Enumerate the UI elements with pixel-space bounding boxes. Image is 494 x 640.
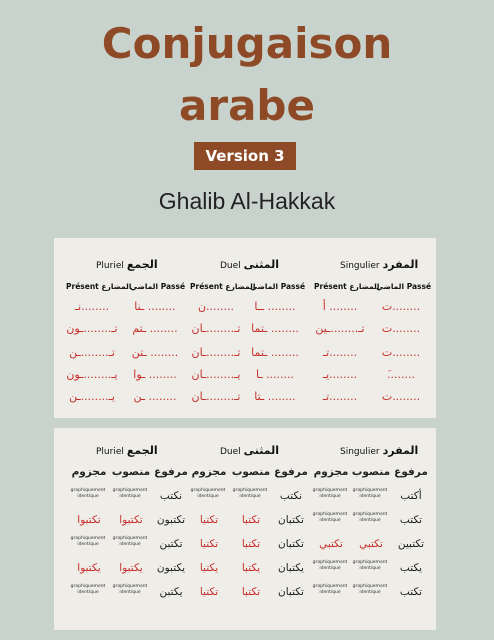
verb-form: يكتبن [159, 586, 183, 598]
conj-present: يـ........ـن [69, 390, 115, 403]
verb-form: تكتبين [397, 538, 425, 550]
conj-present: تـ........ـون [66, 322, 118, 335]
conj-past: ـا ........ [255, 368, 295, 381]
mood-header: مجزوم [313, 466, 349, 478]
verb-form: يكتبا [199, 562, 219, 574]
conj-present: تـ........ـان [191, 390, 241, 403]
identical-form-note: graphiquement identique [232, 488, 268, 499]
verb-form: تكتبا [241, 538, 261, 550]
group-header-singulier [340, 258, 418, 271]
conj-past: ـتما ........ [251, 346, 299, 359]
group-label-ar: الجمع [126, 258, 158, 271]
conj-past: ت........ [381, 346, 421, 359]
group-label-ar: المفرد [382, 258, 419, 271]
version-badge: Version 3 [194, 142, 296, 170]
group-header-pluriel [96, 444, 158, 457]
verb-form: نكتب [279, 490, 303, 502]
conj-present: تـ........ـان [191, 322, 241, 335]
conj-past: ـن ........ [133, 390, 177, 403]
conj-past: ـوا ........ [133, 368, 177, 381]
group-label-ar: المفرد [382, 444, 419, 457]
verb-form: نكتب [159, 490, 183, 502]
group-label-fr: Pluriel [96, 261, 124, 271]
conjugation-table-past-present [54, 238, 436, 418]
conj-present: تـ........ [322, 390, 358, 403]
identical-form-note: graphiquement identique [70, 536, 106, 547]
verb-form: تكتبي [319, 538, 343, 550]
verb-form: يكتب [399, 562, 423, 574]
verb-form: تكتبون [156, 514, 186, 526]
mood-header: مرفوع [394, 466, 428, 478]
subhead-present: Présent المضارع [66, 282, 132, 291]
group-label-fr: Pluriel [96, 447, 124, 457]
identical-form-note: graphiquement identique [112, 536, 148, 547]
identical-form-note: graphiquement identique [112, 488, 148, 499]
identical-form-note: graphiquement identique [112, 584, 148, 595]
identical-form-note: graphiquement identique [70, 488, 106, 499]
subhead-present: Présent المضارع [190, 282, 256, 291]
group-header-duel [220, 258, 279, 271]
verb-form: يكتبا [241, 562, 261, 574]
verb-form: تكتبا [199, 538, 219, 550]
subhead-past: الماضي Passé [250, 282, 306, 291]
identical-form-note: graphiquement identique [312, 512, 348, 523]
conj-present: أ ........ [322, 300, 358, 313]
identical-form-note: graphiquement identique [352, 488, 388, 499]
mood-header: مرفوع [274, 466, 308, 478]
group-label-ar: المثنى [243, 444, 280, 457]
mood-header: مرفوع [154, 466, 188, 478]
conj-present: يـ........ـون [66, 368, 118, 381]
conj-past: ت........ [381, 390, 421, 403]
group-label-ar: المثنى [243, 258, 280, 271]
conj-present: تـ........ـان [191, 346, 241, 359]
identical-form-note: graphiquement identique [312, 584, 348, 595]
verb-form: أكتب [400, 490, 422, 502]
conj-present: تـ........ـن [69, 346, 115, 359]
group-label-fr: Duel [220, 447, 241, 457]
verb-form: تكتبان [278, 538, 304, 550]
conj-past: ـتن ........ [131, 346, 179, 359]
subhead-present: Présent المضارع [314, 282, 380, 291]
conj-present: تـ........ [322, 346, 358, 359]
group-label-fr: Singulier [340, 447, 380, 457]
verb-form: يكتبوا [119, 562, 143, 574]
mood-header: منصوب [351, 466, 391, 478]
verb-form: يكتبون [156, 562, 186, 574]
verb-form: تكتبن [159, 538, 183, 550]
conj-present: نـ........ [74, 300, 110, 313]
conj-present: ن........ [197, 300, 235, 313]
verb-form: تكتبا [199, 586, 219, 598]
identical-form-note: graphiquement identique [312, 488, 348, 499]
group-header-duel [220, 444, 279, 457]
group-label-fr: Duel [220, 261, 241, 271]
verb-form: يكتبان [278, 562, 304, 574]
group-header-pluriel [96, 258, 158, 271]
subhead-past: الماضي Passé [130, 282, 186, 291]
mood-header: مجزوم [71, 466, 107, 478]
mood-header: منصوب [231, 466, 271, 478]
verb-form: تكتب [399, 586, 423, 598]
verb-form: تكتبا [241, 514, 261, 526]
verb-form: تكتبا [241, 586, 261, 598]
conj-past: ــا ........ [254, 300, 296, 313]
verb-form: تكتبا [199, 514, 219, 526]
conj-past: ـتم ........ [132, 322, 178, 335]
mood-header: منصوب [111, 466, 151, 478]
book-title-line1: Conjugaison [101, 19, 393, 68]
identical-form-note: graphiquement identique [352, 512, 388, 523]
conj-past: َ........ [387, 368, 415, 381]
conj-past: ـتا ........ [254, 390, 296, 403]
verb-form: يكتبوا [77, 562, 101, 574]
group-label-ar: الجمع [126, 444, 158, 457]
verb-form: تكتبان [278, 586, 304, 598]
book-title-line2: arabe [179, 81, 315, 130]
verb-form: تكتبان [278, 514, 304, 526]
identical-form-note: graphiquement identique [312, 560, 348, 571]
verb-form: تكتبوا [119, 514, 143, 526]
identical-form-note: graphiquement identique [352, 560, 388, 571]
subhead-past: الماضي Passé [376, 282, 432, 291]
conj-present: يـ........ـان [191, 368, 241, 381]
conjugation-table-moods [54, 428, 436, 630]
conj-past: ت........ [381, 322, 421, 335]
identical-form-note: graphiquement identique [352, 584, 388, 595]
verb-form: تكتبي [359, 538, 383, 550]
verb-form: تكتب [399, 514, 423, 526]
group-label-fr: Singulier [340, 261, 380, 271]
conj-past: ت........ [381, 300, 421, 313]
group-header-singulier [340, 444, 418, 457]
author-name: Ghalib Al-Hakkak [158, 188, 336, 214]
conj-past: ـتما ........ [251, 322, 299, 335]
identical-form-note: graphiquement identique [70, 584, 106, 595]
mood-header: مجزوم [191, 466, 227, 478]
conj-present: تـ........ـين [315, 322, 365, 335]
verb-form: تكتبوا [77, 514, 101, 526]
conj-present: يـ........ [322, 368, 358, 381]
conj-past: ـنا ........ [134, 300, 176, 313]
identical-form-note: graphiquement identique [190, 488, 226, 499]
